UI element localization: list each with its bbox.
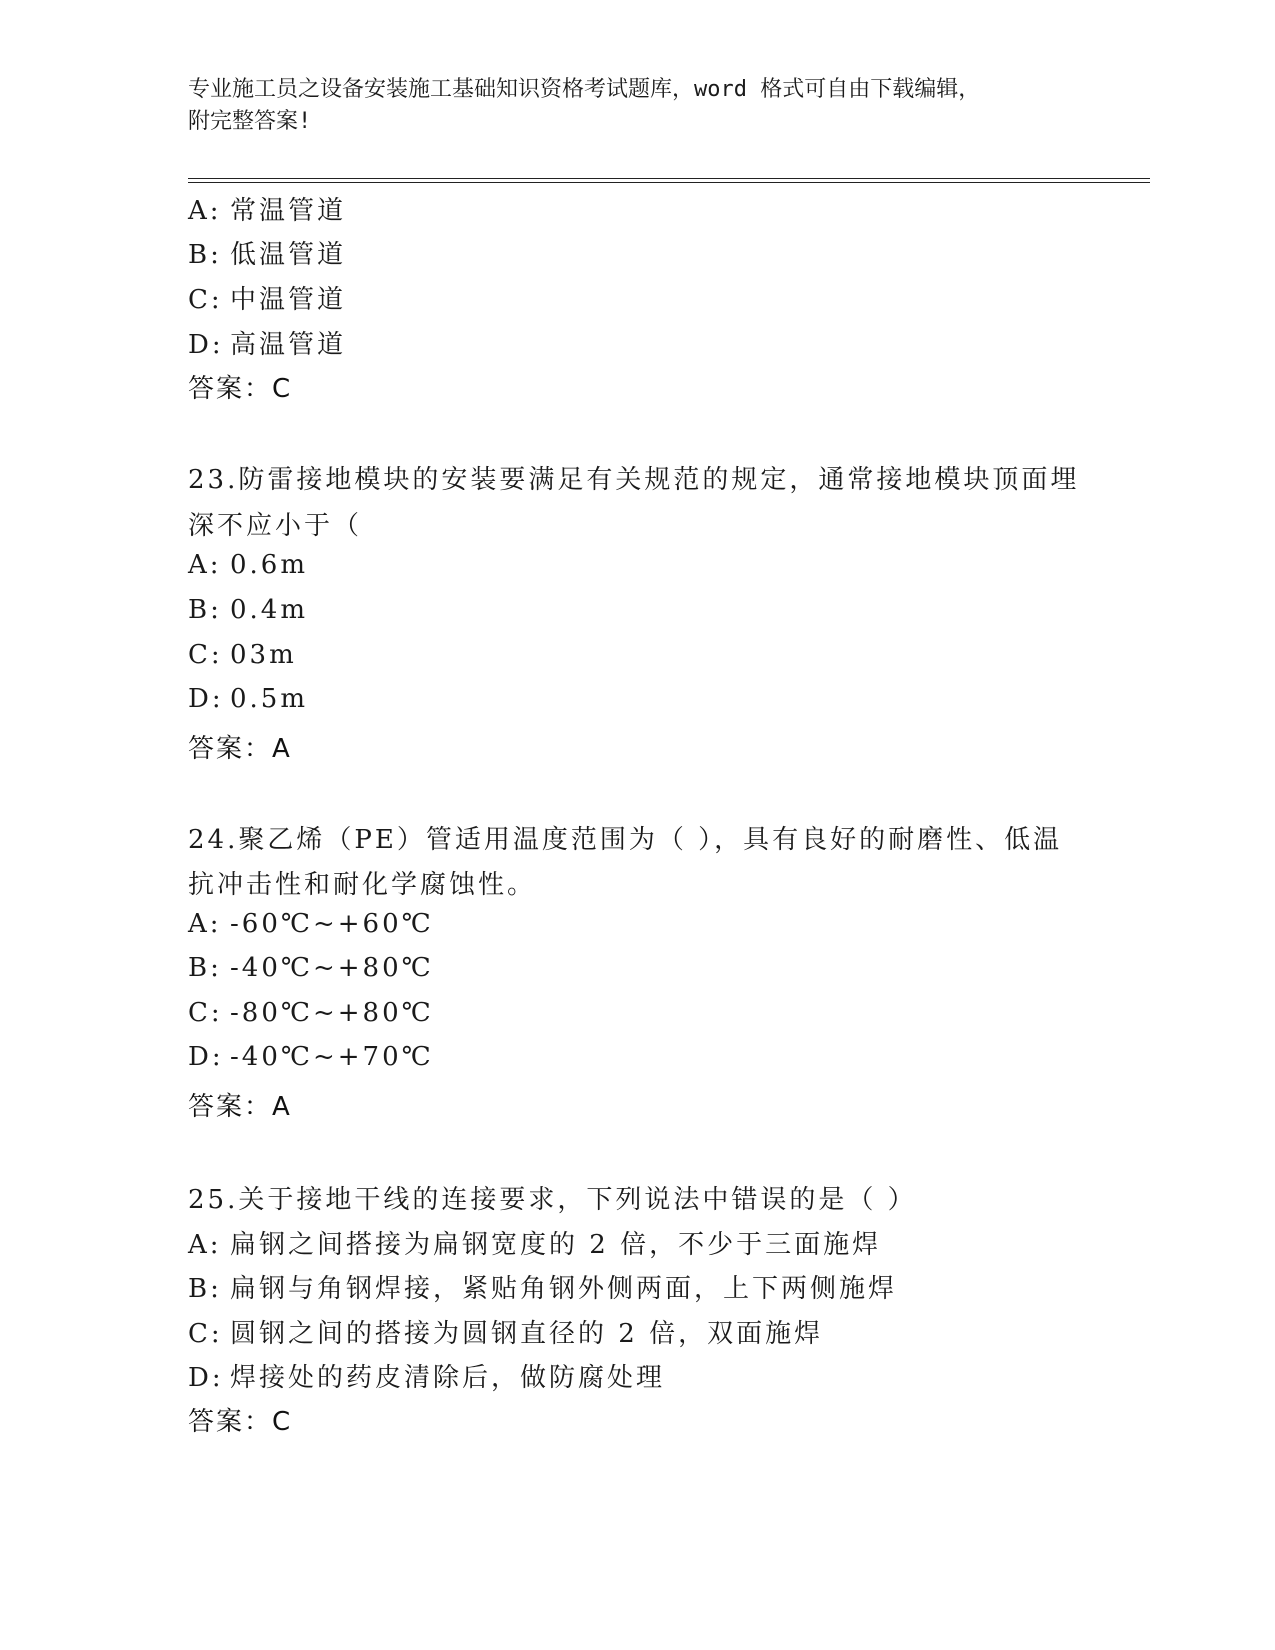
option-c: C: 03m — [188, 640, 297, 670]
option-d: D: 焊接处的药皮清除后，做防腐处理 — [188, 1363, 666, 1393]
question-23-stem-cont: 深不应小于（ — [188, 511, 363, 541]
option-c: C: 圆钢之间的搭接为圆钢直径的 2 倍，双面施焊 — [188, 1319, 824, 1349]
document-header — [188, 74, 1088, 138]
option-d: D: -40℃~+70℃ — [188, 1042, 434, 1072]
option-c: C: 中温管道 — [188, 285, 347, 315]
option-a: A: 扁钢之间搭接为扁钢宽度的 2 倍，不少于三面施焊 — [188, 1230, 882, 1260]
question-24-stem-cont: 抗冲击性和耐化学腐蚀性。 — [188, 870, 537, 900]
option-d: D: 0.5m — [188, 684, 309, 714]
option-d: D: 高温管道 — [188, 330, 347, 360]
answer-line: 答案：A — [188, 734, 292, 764]
option-b: B: -40℃~+80℃ — [188, 953, 434, 983]
option-c: C: -80℃~+80℃ — [188, 998, 434, 1028]
option-a: A: 常温管道 — [188, 196, 347, 226]
header-line-1: 专业施工员之设备安装施工基础知识资格考试题库，word 格式可自由下载编辑， — [188, 77, 981, 102]
option-a: A: 0.6m — [188, 550, 309, 580]
question-25-stem: 25.关于接地干线的连接要求，下列说法中错误的是（ ） — [188, 1185, 917, 1215]
answer-line: 答案：A — [188, 1092, 292, 1122]
option-b: B: 0.4m — [188, 595, 309, 625]
question-24-stem: 24.聚乙烯（PE）管适用温度范围为（ ），具有良好的耐磨性、低温 — [188, 825, 1063, 855]
answer-line: 答案：C — [188, 374, 293, 404]
option-b: B: 低温管道 — [188, 240, 347, 270]
option-b: B: 扁钢与角钢焊接，紧贴角钢外侧两面，上下两侧施焊 — [188, 1274, 898, 1304]
answer-line: 答案：C — [188, 1407, 293, 1437]
header-line-2: 附完整答案! — [188, 109, 312, 134]
header-divider — [188, 178, 1150, 179]
option-a: A: -60℃~+60℃ — [188, 909, 434, 939]
question-23-stem: 23.防雷接地模块的安装要满足有关规范的规定，通常接地模块顶面埋 — [188, 465, 1080, 495]
header-divider-double — [188, 182, 1150, 183]
